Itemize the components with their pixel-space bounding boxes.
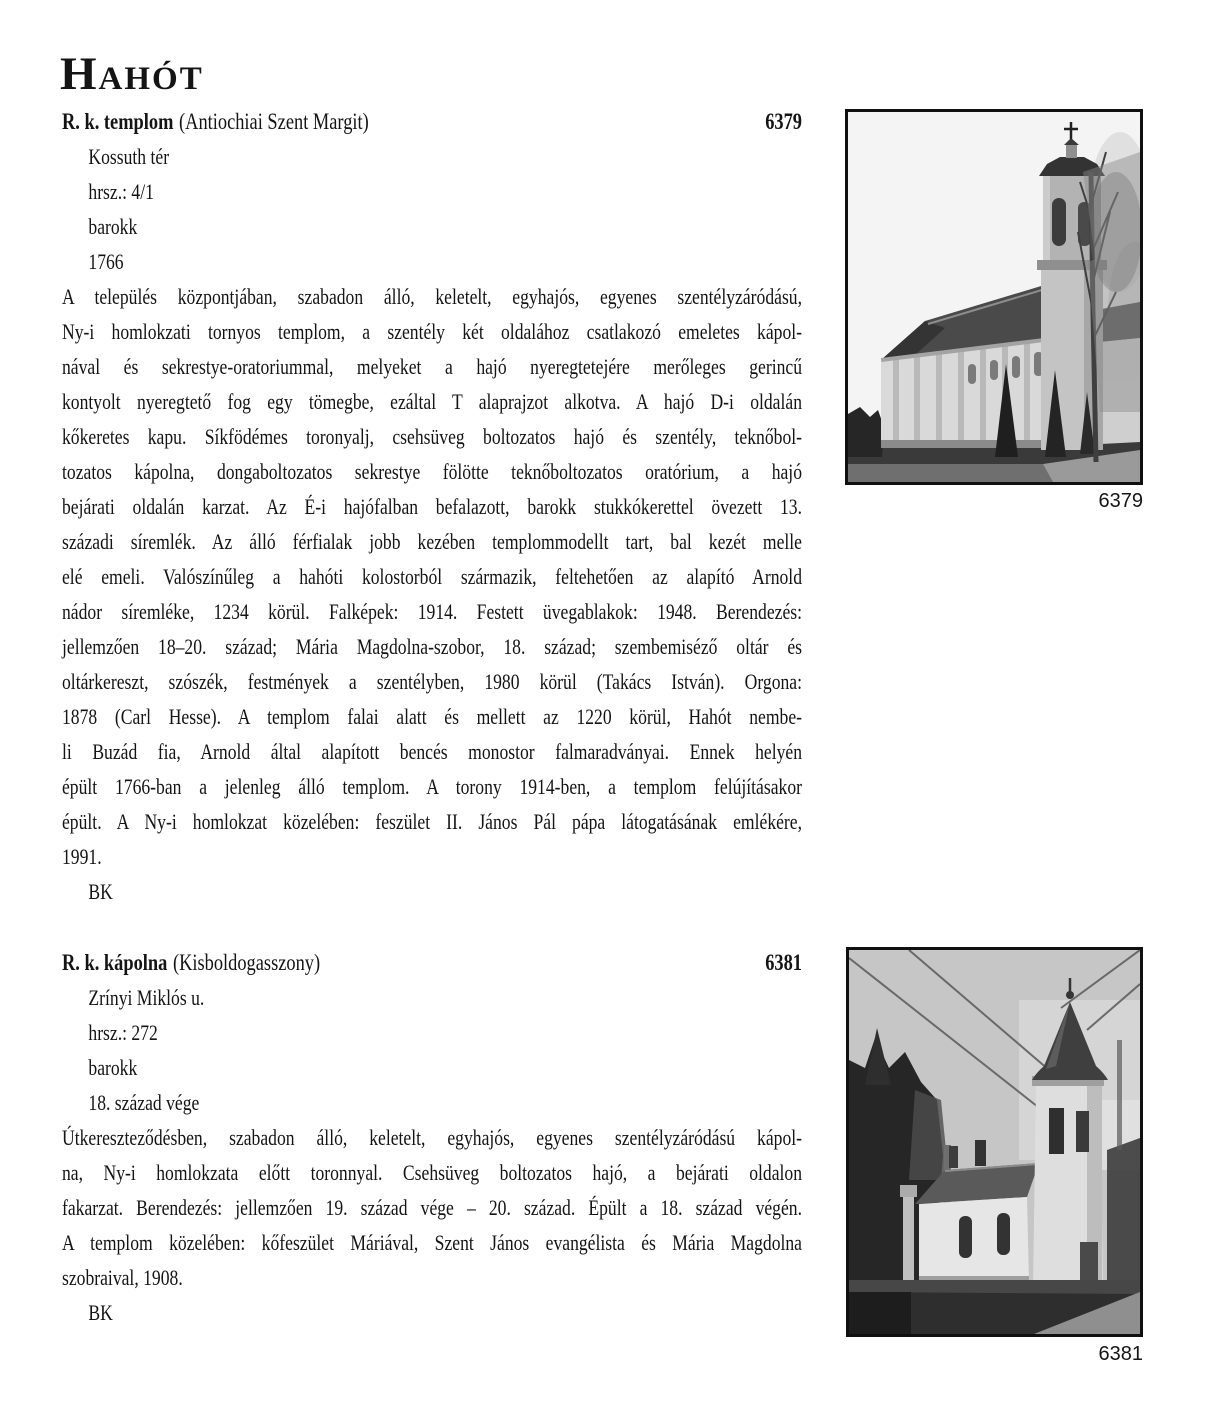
description-line: A település központjában, szabadon álló, keletelt, egyhajós, egyenes szentélyzáródású, <box>62 284 802 309</box>
photo-caption: 6381 <box>1098 1343 1143 1365</box>
entry-description <box>62 1120 802 1295</box>
description-line: Ny-i homlokzati tornyos templom, a szentély két oldalához csatlakozó emeletes kápol- <box>62 319 802 344</box>
description-line: elé emeli. Valószínűleg a hahóti kolostorból származik, feltehetően az alapító Arnold <box>62 564 802 589</box>
dark-corner <box>849 1292 911 1334</box>
description-line: nádor síremléke, 1234 körül. Falképek: 1914. Festett üvegablakok: 1948. Berendezés: <box>62 599 802 624</box>
description-line: li Buzád fia, Arnold által alapított bencés monostor falmaradványai. Ennek helyén <box>62 739 802 764</box>
stone-crucifix <box>903 1195 914 1283</box>
entry-dedication: (Kisboldogasszony) <box>172 950 321 975</box>
belfry-window <box>1052 198 1066 246</box>
description-line: épült 1766-ban a jelenleg álló templom. A torony 1914-ben, a templom felújításakor <box>62 774 802 799</box>
photo-caption: 6379 <box>1098 490 1143 512</box>
stone-crucifix-top <box>900 1185 917 1197</box>
entry-templom-6379 <box>62 104 802 909</box>
entry-parcel-number: hrsz.: 4/1 <box>88 179 154 204</box>
description-line: századi síremlék. Az álló férfialak jobb kezében templommodellt tart, bal kezét melle <box>62 529 802 554</box>
description-line: 1991. <box>62 844 102 869</box>
entry-date: 18. század vége <box>88 1090 200 1115</box>
description-line: oltárkereszt, szószék, festmények a szentélyben, 1980 körül (Takács István). Orgona: <box>62 669 802 694</box>
entry-parcel-number: hrsz.: 272 <box>88 1020 158 1045</box>
description-line: kőkeretes kapu. Síkfödémes toronyalj, csehsüveg boltozatos hajó és szentély, teknőbol- <box>62 424 802 449</box>
description-line: kontyolt nyeregtető fog egy tömegbe, ezáltal T alaprajzot alkotva. A hajó D-i oldalán <box>62 389 802 414</box>
road-mid-tone <box>849 1280 1140 1294</box>
wall-plinth <box>881 440 1069 448</box>
entry-header <box>62 945 802 980</box>
belfry-corner <box>1043 176 1050 260</box>
roof-chimney <box>975 1140 986 1166</box>
belfry-window <box>1076 1111 1089 1152</box>
monument-number: 6379 <box>765 109 802 134</box>
description-line: bejárati oldalán karzat. Az É-i hajófalban befalazott, barokk stukkókerettel övezett 13. <box>62 494 802 519</box>
author-initials: BK <box>88 879 113 904</box>
photo-6381-chapel <box>846 947 1143 1337</box>
church-photo-illustration <box>848 112 1140 482</box>
left-bushes <box>848 407 884 457</box>
tower-lantern <box>1066 145 1077 158</box>
belfry-window <box>1049 1108 1064 1154</box>
entry-kapolna-6381 <box>62 945 802 1330</box>
roof-chimney <box>949 1146 958 1168</box>
entry-description <box>62 279 802 874</box>
description-line: épült. A Ny-i homlokzat közelében: feszület II. János Pál pápa látogatásának emlékére, <box>62 809 802 834</box>
entry-style: barokk <box>88 214 138 239</box>
description-line: jellemzően 18–20. század; Mária Magdolna-szobor, 18. század; szembemiséző oltár és <box>62 634 802 659</box>
description-line: nával és sekrestye-oratoriummal, melyeket a hajó nyeregtetejére merőleges gerincű <box>62 354 802 379</box>
chapel-photo-illustration <box>849 950 1140 1334</box>
right-pole <box>1117 1040 1122 1150</box>
nave-wall <box>919 1197 1029 1284</box>
entry-address: Kossuth tér <box>88 144 170 169</box>
page-title: Hahót <box>60 48 204 101</box>
description-line: 1878 (Carl Hesse). A templom falai alatt és mellett az 1220 körül, Hahót nembe- <box>62 704 802 729</box>
description-line: tozatos kápolna, dongaboltozatos sekrestye fölötte teknőboltozatos oratórium, a hajó <box>62 459 802 484</box>
description-line: A templom közelében: kőfeszület Máriával, Szent János evangélista és Mária Magdolna <box>62 1230 802 1255</box>
nave-window <box>959 1216 972 1258</box>
author-initials: BK <box>88 1300 113 1325</box>
entry-header <box>62 104 802 139</box>
description-line: szobraival, 1908. <box>62 1265 183 1290</box>
monument-number: 6381 <box>765 950 802 975</box>
entry-style: barokk <box>88 1055 138 1080</box>
right-tree-mass <box>1107 1138 1140 1290</box>
nave-window <box>997 1213 1010 1255</box>
entry-name: R. k. kápolna <box>62 950 168 975</box>
entry-address: Zrínyi Miklós u. <box>88 985 205 1010</box>
entry-dedication: (Antiochiai Szent Margit) <box>179 109 369 134</box>
entry-name: R. k. templom <box>62 109 174 134</box>
description-line: na, Ny-i homlokzata előtt toronnyal. Csehsüveg boltozatos hajó, a bejárati oldalon <box>62 1160 802 1185</box>
photo-6379-church <box>845 109 1143 485</box>
tree-branch-speckle <box>1090 172 1140 292</box>
description-line: fakarzat. Berendezés: jellemzően 19. század vége – 20. század. Épült a 18. század végén. <box>62 1195 802 1220</box>
description-line: Útkereszteződésben, szabadon álló, keletelt, egyhajós, egyenes szentélyzáródású kápol- <box>62 1125 802 1150</box>
spire-knob <box>1066 991 1074 999</box>
entry-date: 1766 <box>88 249 124 274</box>
